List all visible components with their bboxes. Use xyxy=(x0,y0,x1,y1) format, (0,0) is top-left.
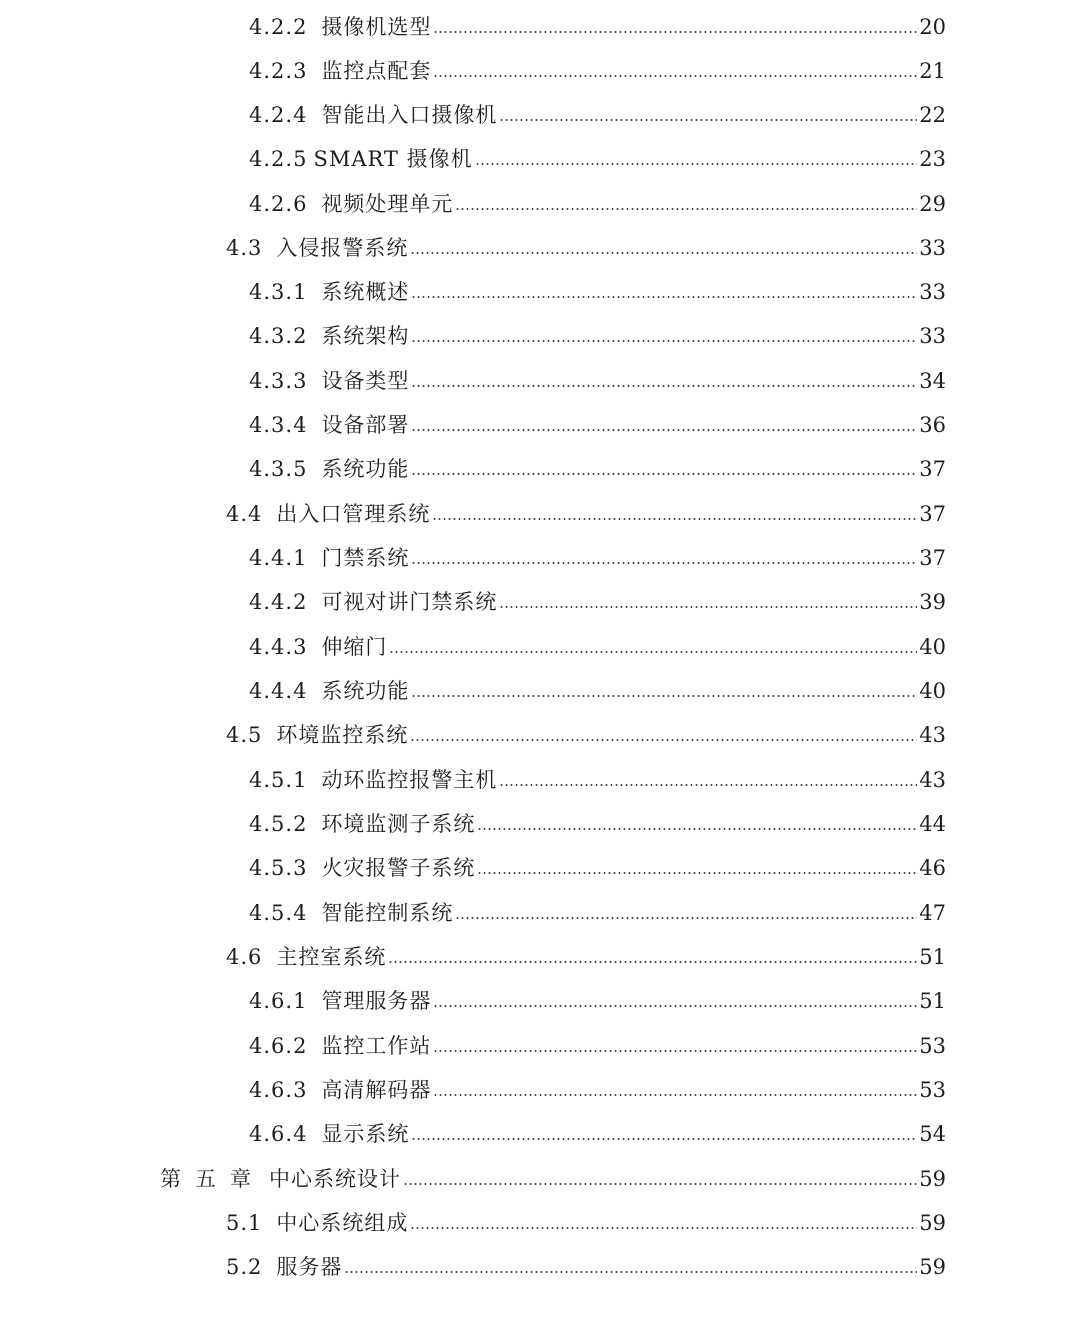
toc-entry-page: 43 xyxy=(919,768,946,792)
toc-entry-page: 53 xyxy=(919,1078,946,1102)
dot-leader xyxy=(403,1183,917,1185)
toc-entry-page: 59 xyxy=(919,1167,946,1191)
toc-entry-number: 4.3.1 xyxy=(249,280,308,304)
toc-entry-page: 59 xyxy=(919,1255,946,1279)
toc-entry[interactable] xyxy=(249,762,946,798)
toc-entry-title: 高清解码器 xyxy=(321,1078,432,1102)
toc-entry[interactable] xyxy=(226,717,946,753)
toc-entry[interactable] xyxy=(226,1249,946,1285)
dot-leader xyxy=(410,1227,917,1229)
toc-entry-title: 系统功能 xyxy=(321,679,410,703)
toc-entry-page: 34 xyxy=(919,369,946,393)
toc-entry-number: 4.2.6 xyxy=(249,192,308,216)
toc-entry[interactable] xyxy=(249,895,946,931)
toc-entry-number: 4.6.3 xyxy=(249,1078,308,1102)
dot-leader xyxy=(455,917,917,919)
toc-entry-number: 4.6 xyxy=(226,945,263,969)
toc-entry-page: 21 xyxy=(919,59,946,83)
toc-entry-page: 54 xyxy=(919,1122,946,1146)
toc-entry-title: 管理服务器 xyxy=(321,989,432,1013)
toc-entry[interactable] xyxy=(249,806,946,842)
toc-entry[interactable] xyxy=(226,230,946,266)
toc-entry[interactable] xyxy=(249,1028,946,1064)
dot-leader xyxy=(499,606,917,608)
toc-entry-page: 37 xyxy=(919,546,946,570)
toc-entry-page: 39 xyxy=(919,590,946,614)
toc-entry-title: 中心系统组成 xyxy=(276,1211,409,1235)
toc-entry[interactable] xyxy=(249,673,946,709)
toc-entry-title: 系统架构 xyxy=(321,324,410,348)
toc-entry-title: 环境监控系统 xyxy=(276,723,409,747)
toc-entry-page: 40 xyxy=(919,635,946,659)
dot-leader xyxy=(389,651,917,653)
dot-leader xyxy=(410,252,917,254)
toc-entry[interactable] xyxy=(249,53,946,89)
toc-entry-page: 37 xyxy=(919,457,946,481)
dot-leader xyxy=(433,31,917,33)
toc-entry-page: 37 xyxy=(919,502,946,526)
dot-leader xyxy=(411,296,917,298)
toc-entry-page: 23 xyxy=(919,147,946,171)
toc-chapter-entry[interactable] xyxy=(160,1161,946,1197)
dot-leader xyxy=(455,208,917,210)
toc-entry-number: 4.3.3 xyxy=(249,369,308,393)
toc-entry-title: 中心系统设计 xyxy=(269,1167,401,1191)
dot-leader xyxy=(477,828,917,830)
dot-leader xyxy=(411,429,917,431)
toc-entry-title: 服务器 xyxy=(276,1255,343,1279)
dot-leader xyxy=(499,784,917,786)
toc-entry-title: 环境监测子系统 xyxy=(321,812,476,836)
toc-entry-title: 主控室系统 xyxy=(276,945,387,969)
toc-entry-title: 门禁系统 xyxy=(321,546,410,570)
toc-entry[interactable] xyxy=(226,496,946,532)
toc-entry-title: 设备部署 xyxy=(321,413,410,437)
dot-leader xyxy=(433,1094,917,1096)
dot-leader xyxy=(411,385,917,387)
dot-leader xyxy=(410,739,917,741)
toc-entry-number: 4.3.5 xyxy=(249,457,308,481)
dot-leader xyxy=(499,119,917,121)
toc-entry-number: 4.4.4 xyxy=(249,679,308,703)
toc-entry-title: 视频处理单元 xyxy=(321,192,454,216)
toc-entry-page: 51 xyxy=(919,945,946,969)
dot-leader xyxy=(388,961,917,963)
dot-leader xyxy=(433,1050,917,1052)
toc-entry-title: SMART 摄像机 xyxy=(313,147,473,171)
dot-leader xyxy=(433,75,917,77)
toc-entry-title: 伸缩门 xyxy=(321,635,388,659)
toc-entry[interactable] xyxy=(249,1072,946,1108)
toc-entry-number: 4.4.3 xyxy=(249,635,308,659)
toc-entry-title: 入侵报警系统 xyxy=(276,236,409,260)
toc-entry-page: 40 xyxy=(919,679,946,703)
toc-entry-page: 53 xyxy=(919,1034,946,1058)
toc-entry-title: 系统功能 xyxy=(321,457,410,481)
toc-entry-title: 监控点配套 xyxy=(321,59,432,83)
toc-entry-number: 4.5.2 xyxy=(249,812,308,836)
toc-entry[interactable] xyxy=(249,983,946,1019)
toc-entry[interactable] xyxy=(249,186,946,222)
toc-entry[interactable] xyxy=(249,629,946,665)
toc-entry-title: 动环监控报警主机 xyxy=(321,768,498,792)
toc-entry-number: 5.1 xyxy=(226,1211,263,1235)
toc-entry-number: 4.5.4 xyxy=(249,901,308,925)
toc-entry-title: 出入口管理系统 xyxy=(276,502,431,526)
toc-entry-title: 可视对讲门禁系统 xyxy=(321,590,498,614)
toc-entry-title: 监控工作站 xyxy=(321,1034,432,1058)
toc-entry[interactable] xyxy=(249,363,946,399)
toc-entry[interactable] xyxy=(249,540,946,576)
toc-entry-title: 显示系统 xyxy=(321,1122,410,1146)
dot-leader xyxy=(411,340,917,342)
toc-entry-page: 51 xyxy=(919,989,946,1013)
toc-entry-title: 智能控制系统 xyxy=(321,901,454,925)
toc-entry[interactable] xyxy=(249,97,946,133)
toc-entry-title: 摄像机选型 xyxy=(321,15,432,39)
toc-entry-number: 第五章 xyxy=(160,1167,265,1191)
dot-leader xyxy=(411,562,917,564)
toc-entry-number: 4.3.2 xyxy=(249,324,308,348)
toc-entry-title: 火灾报警子系统 xyxy=(321,856,476,880)
toc-entry[interactable] xyxy=(249,274,946,310)
toc-entry-number: 4.4.1 xyxy=(249,546,308,570)
toc-entry[interactable] xyxy=(249,318,946,354)
toc-entry-number: 4.5.1 xyxy=(249,768,308,792)
toc-entry[interactable] xyxy=(249,141,946,177)
toc-entry-title: 设备类型 xyxy=(321,369,410,393)
toc-entry-number: 4.6.4 xyxy=(249,1122,308,1146)
dot-leader xyxy=(433,1005,917,1007)
toc-entry-page: 22 xyxy=(919,103,946,127)
dot-leader xyxy=(475,163,918,165)
toc-entry-number: 4.6.1 xyxy=(249,989,308,1013)
toc-entry-number: 4.4.2 xyxy=(249,590,308,614)
toc-entry-page: 20 xyxy=(919,15,946,39)
toc-entry-number: 4.2.5 xyxy=(249,147,308,171)
toc-entry-page: 33 xyxy=(919,324,946,348)
toc-entry[interactable] xyxy=(249,9,946,45)
toc-entry[interactable] xyxy=(226,1205,946,1241)
dot-leader xyxy=(411,1138,917,1140)
toc-entry-number: 4.2.4 xyxy=(249,103,308,127)
toc-entry-number: 4.5 xyxy=(226,723,263,747)
toc-entry-page: 47 xyxy=(919,901,946,925)
toc-entry-number: 4.2.2 xyxy=(249,15,308,39)
dot-leader xyxy=(411,695,917,697)
toc-entry[interactable] xyxy=(249,1116,946,1152)
toc-entry-number: 4.3.4 xyxy=(249,413,308,437)
toc-entry-number: 5.2 xyxy=(226,1255,263,1279)
toc-entry-page: 44 xyxy=(919,812,946,836)
toc-entry-page: 43 xyxy=(919,723,946,747)
toc-entry-page: 59 xyxy=(919,1211,946,1235)
dot-leader xyxy=(344,1271,917,1273)
toc-entry[interactable] xyxy=(249,407,946,443)
toc-entry[interactable] xyxy=(226,939,946,975)
toc-entry-number: 4.4 xyxy=(226,502,263,526)
toc-entry-number: 4.5.3 xyxy=(249,856,308,880)
toc-entry-number: 4.3 xyxy=(226,236,263,260)
toc-entry[interactable] xyxy=(249,850,946,886)
toc-entry-number: 4.6.2 xyxy=(249,1034,308,1058)
dot-leader xyxy=(477,872,917,874)
toc-entry-page: 46 xyxy=(919,856,946,880)
dot-leader xyxy=(411,473,917,475)
toc-entry-page: 36 xyxy=(919,413,946,437)
toc-entry[interactable] xyxy=(249,584,946,620)
toc-entry-number: 4.2.3 xyxy=(249,59,308,83)
toc-entry-title: 系统概述 xyxy=(321,280,410,304)
toc-entry-title: 智能出入口摄像机 xyxy=(321,103,498,127)
toc-entry-page: 33 xyxy=(919,280,946,304)
toc-entry-page: 29 xyxy=(919,192,946,216)
dot-leader xyxy=(432,518,917,520)
toc-entry-page: 33 xyxy=(919,236,946,260)
toc-entry[interactable] xyxy=(249,451,946,487)
